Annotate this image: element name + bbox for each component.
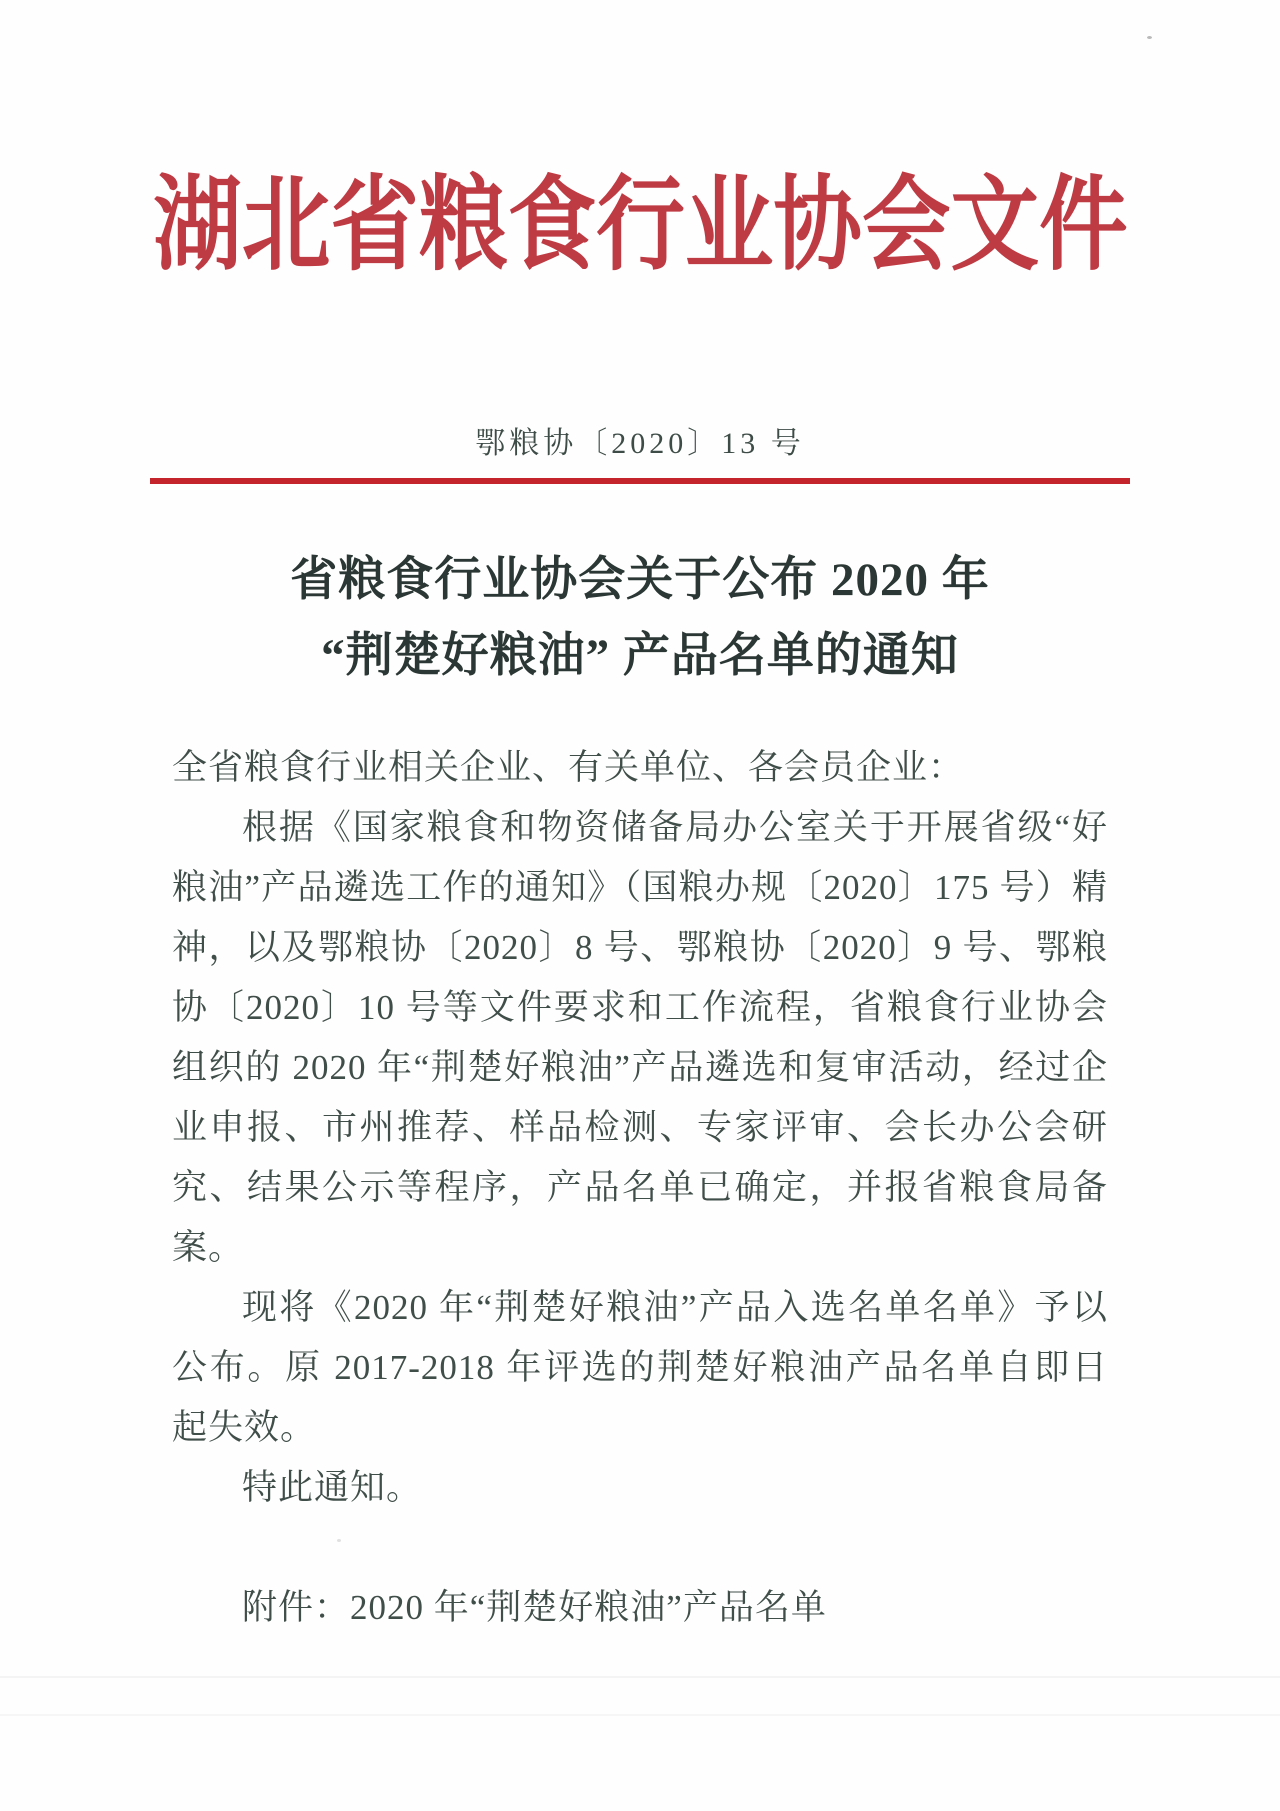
- paragraph-closing: 特此通知。: [242, 1468, 423, 1507]
- doc-title: [0, 542, 1280, 694]
- doc-body: [172, 738, 1108, 1638]
- org-header: [0, 0, 1280, 322]
- scan-artifact-line: [0, 1676, 1280, 1678]
- scan-artifact-line: [0, 1714, 1280, 1716]
- paragraph-announcement: 现将《2020 年“荆楚好粮油”产品入选名单名单》予以公布。原 2017-2018 年评选的荆楚好粮油产品名单自即日起失效。: [172, 1288, 1108, 1447]
- salutation: 全省粮食行业相关企业、有关单位、各会员企业：: [172, 748, 965, 787]
- paragraph-basis: 根据《国家粮食和物资储备局办公室关于开展省级“好粮油”产品遴选工作的通知》（国粮办规〔2020〕175 号）精神，以及鄂粮协〔2020〕8 号、鄂粮协〔2020〕9 号、鄂粮协〔2020〕10 号等文件要求和工作流程，省粮食行业协会组织的 2020 年“荆楚好粮油”产品遴选和复审活动，经过企业申报、市州推荐、样品检测、专家评审、会长办公会研究、结果公示等程序，产品名单已确定，并报省粮食局备案。: [172, 808, 1108, 1267]
- doc-title-line2: “荆楚好粮油” 产品名单的通知: [321, 630, 959, 682]
- attachment-note: 附件：2020 年“荆楚好粮油”产品名单: [242, 1588, 827, 1627]
- scan-speck: [1147, 36, 1152, 39]
- doc-title-line1: 省粮食行业协会关于公布 2020 年: [290, 554, 990, 606]
- scan-speck: [337, 1539, 341, 1542]
- org-header-text: 湖北省粮食行业协会文件: [152, 169, 1128, 283]
- doc-number: 鄂粮协〔2020〕13 号: [475, 427, 805, 460]
- red-separator-rule: [150, 478, 1130, 484]
